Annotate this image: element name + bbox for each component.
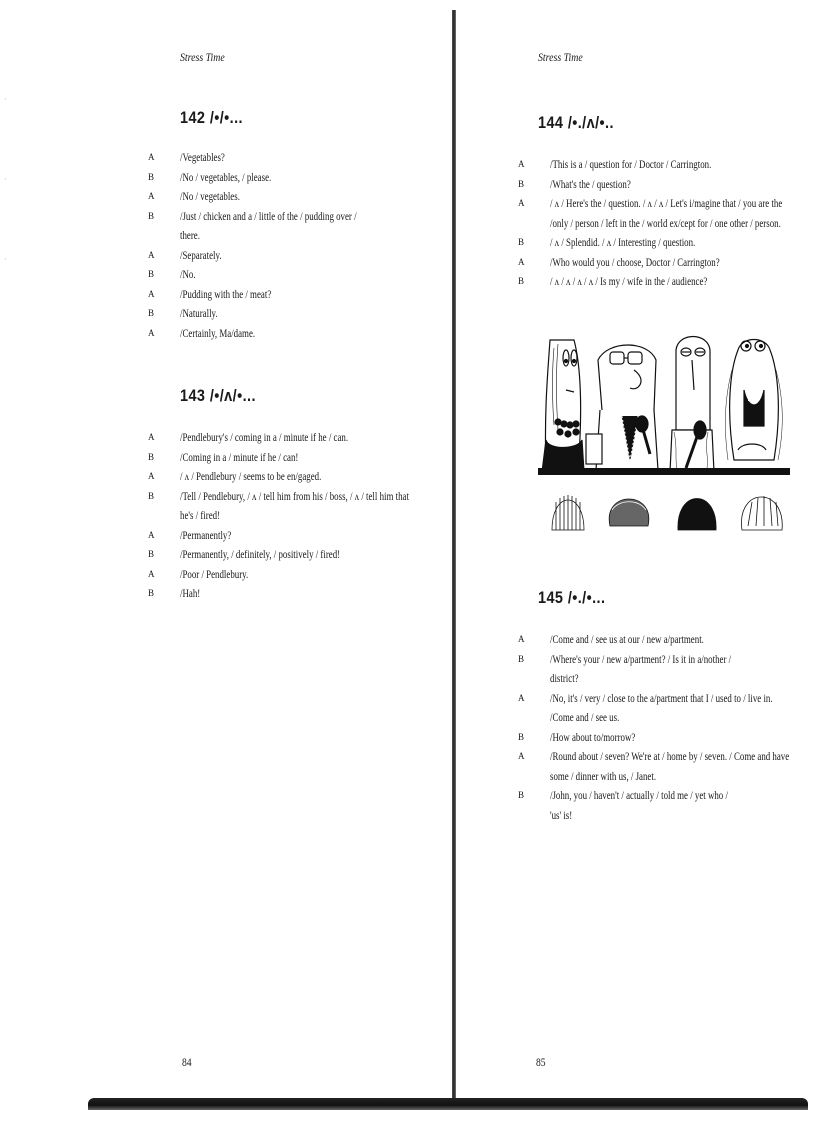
line-text: / ʌ / Splendid. / ʌ / Interesting / question. — [550, 235, 696, 249]
section-142-title: 142 /•/•... — [180, 108, 243, 127]
dialogue-line — [518, 194, 808, 233]
dialogue-line — [148, 545, 438, 565]
glasses-man-figure — [586, 345, 658, 470]
page-number-left: 84 — [182, 1055, 192, 1069]
speaker-label: A — [148, 471, 155, 481]
section-145-title: 145 /•./•... — [538, 588, 606, 607]
line-text: /Naturally. — [180, 306, 218, 320]
running-head-right: Stress Time — [538, 50, 583, 64]
speaker-label: B — [148, 308, 155, 318]
dialogue-line — [148, 467, 438, 487]
section-144-title: 144 /•./ʌ/•.. — [538, 113, 614, 132]
speaker-label: B — [518, 237, 525, 247]
dialogue-line — [148, 428, 438, 448]
line-text: /Who would you / choose, Doctor / Carrington? — [550, 254, 720, 269]
speaker-label: B — [148, 588, 155, 598]
margin-marks: · · · — [4, 95, 7, 264]
dialogue-line — [518, 786, 808, 825]
speaker-label: A — [148, 327, 155, 338]
line-text: /Permanently? — [180, 527, 232, 542]
dialogue-line — [148, 487, 438, 526]
line-text: /No. — [180, 267, 196, 281]
dialogue-line — [148, 584, 438, 604]
dialogue-line — [518, 233, 808, 253]
line-text: /No / vegetables. — [180, 189, 240, 203]
speaker-label: A — [148, 288, 155, 299]
section-145-dialogue — [518, 630, 808, 825]
line-text: / ʌ / Pendlebury / seems to be en/gaged. — [180, 469, 322, 483]
book-bottom-edge — [88, 1098, 808, 1110]
speaker-label: B — [518, 276, 525, 286]
dialogue-line — [148, 526, 438, 546]
line-text: /How about to/morrow? — [550, 729, 636, 744]
dialogue-line — [148, 324, 438, 344]
speaker-label: A — [518, 634, 525, 644]
line-text: /This is a / question for / Doctor / Carrington. — [550, 157, 712, 171]
speaker-label: B — [518, 178, 525, 189]
line-text: /Tell / Pendlebury, / ʌ / tell him from his / boss, / ʌ / tell him that he's / fired! — [180, 488, 409, 522]
speaker-label: A — [148, 152, 155, 162]
speaker-label: A — [148, 191, 155, 201]
line-text: /Hah! — [180, 586, 201, 600]
audience-heads — [552, 495, 782, 530]
bald-man-figure — [670, 337, 714, 473]
line-text: /Vegetables? — [180, 150, 225, 164]
line-text: /Separately. — [180, 247, 222, 262]
speaker-label: A — [518, 198, 525, 208]
speaker-label: A — [518, 751, 525, 761]
dialogue-line — [518, 175, 808, 195]
line-text: /Pudding with the / meat? — [180, 286, 272, 301]
book-gutter — [452, 10, 456, 1100]
dialogue-line — [148, 565, 438, 585]
speaker-label: A — [518, 159, 525, 169]
dialogue-line — [518, 630, 808, 650]
speaker-label: B — [148, 269, 155, 279]
dialogue-line — [148, 207, 438, 246]
dialogue-line — [148, 187, 438, 207]
dialogue-line — [518, 728, 808, 748]
speaker-label: B — [148, 451, 155, 462]
speaker-label: A — [148, 568, 155, 579]
speaker-label: B — [518, 790, 525, 800]
running-head-left: Stress Time — [180, 50, 225, 64]
speaker-label: A — [518, 256, 525, 267]
dialogue-line — [148, 168, 438, 188]
dialogue-line — [148, 448, 438, 468]
speaker-label: B — [148, 210, 155, 221]
section-142-dialogue — [148, 148, 438, 343]
dialogue-line — [148, 285, 438, 305]
dialogue-line — [518, 272, 808, 292]
dialogue-line — [518, 253, 808, 273]
dialogue-line — [518, 650, 808, 689]
speaker-label: A — [148, 432, 155, 442]
speaker-label: B — [148, 171, 155, 182]
line-text: / ʌ / Here's the / question. / ʌ / ʌ / Let's i/magine that / you are the /only / person / left in the / world ex/cept for / one other / person. — [550, 196, 783, 230]
line-text: /Coming in a / minute if he / can! — [180, 449, 299, 464]
line-text: /Round about / seven? We're at / home by / seven. / Come and have some / dinner with us, / Janet. — [550, 749, 790, 783]
line-text: /Poor / Pendlebury. — [180, 566, 249, 581]
section-143-title: 143 /•/ʌ/•... — [180, 386, 256, 405]
line-text: /Certainly, Ma/dame. — [180, 325, 256, 340]
line-text: /No / vegetables, / please. — [180, 169, 272, 184]
line-text: / ʌ / ʌ / ʌ / ʌ / Is my / wife in the / audience? — [550, 274, 708, 288]
speaker-label: A — [518, 692, 525, 703]
line-text: /Just / chicken and a / little of the / pudding over / there. — [180, 208, 357, 242]
line-text: /No, it's / very / close to the a/partment that I / used to / live in. /Come and / see us. — [550, 690, 773, 724]
panel-cartoon-illustration — [538, 330, 790, 540]
section-143-dialogue — [148, 428, 438, 604]
dialogue-line — [518, 689, 808, 728]
speaker-label: B — [148, 549, 155, 559]
dialogue-line — [148, 148, 438, 168]
page-number-right: 85 — [536, 1055, 546, 1069]
speaker-label: B — [148, 490, 155, 501]
table-edge — [538, 468, 790, 475]
line-text: /Permanently, / definitely, / positively / fired! — [180, 547, 341, 561]
right-page — [458, 0, 816, 1123]
dialogue-line — [148, 265, 438, 285]
dialogue-line — [148, 304, 438, 324]
speaker-label: A — [148, 529, 155, 540]
line-text: /John, you / haven't / actually / told me / yet who / 'us' is! — [550, 788, 728, 822]
speaker-label: B — [518, 653, 525, 664]
line-text: /Pendlebury's / coming in a / minute if he / can. — [180, 430, 349, 444]
woman-figure — [542, 340, 584, 472]
line-text: /Where's your / new a/partment? / Is it in a/nother / district? — [550, 651, 732, 685]
bearded-man-figure — [725, 340, 782, 461]
dialogue-line — [518, 747, 808, 786]
speaker-label: B — [518, 731, 525, 742]
line-text: /What's the / question? — [550, 176, 631, 191]
dialogue-line — [148, 246, 438, 266]
speaker-label: A — [148, 249, 155, 260]
dialogue-line — [518, 155, 808, 175]
section-144-dialogue — [518, 155, 808, 292]
line-text: /Come and / see us at our / new a/partment. — [550, 632, 704, 646]
